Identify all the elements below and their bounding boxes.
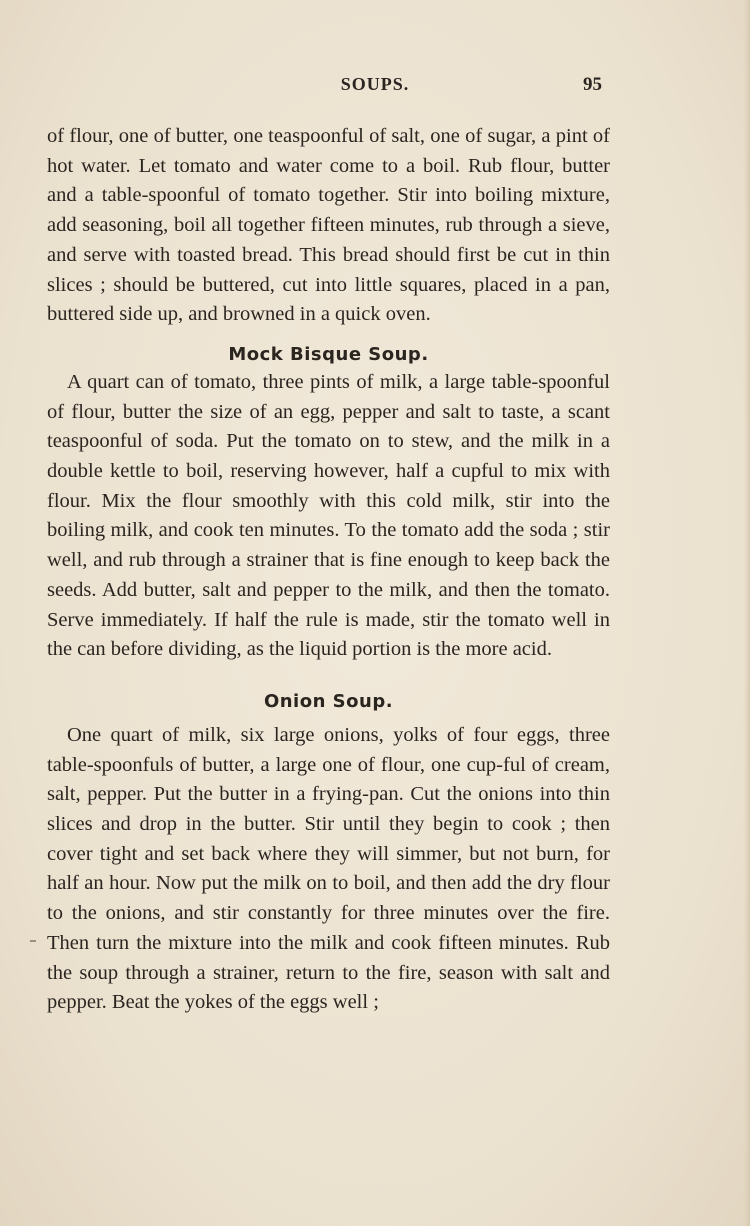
margin-mark	[30, 940, 36, 942]
body-text	[47, 122, 610, 1018]
paragraph-mock-bisque: A quart can of tomato, three pints of milk, a large table-spoonful of flour, butter the size of an egg, pepper and salt to taste, a scant teaspoonful of soda. Put the tomato on to stew, and the milk in a double kettle to boil, reserving however, half a cupful to mix with flour. Mix the flour smoothly with this cold milk, stir into the boiling milk, and cook ten minutes. To the tomato add the soda ; stir well, and rub through a strainer that is fine enough to keep back the seeds. Add butter, salt and pepper to the milk, and then the tomato. Serve immediately. If half the rule is made, stir the tomato well in the can before dividing, as the liquid portion is the more acid.	[47, 370, 610, 661]
paragraph-continued: of flour, one of butter, one teaspoonful of salt, one of sugar, a pint of hot water. Let tomato and water come to a boil. Rub flour, butter and a table-spoonful of tomato together. Stir into boiling mixture, add seasoning, boil all together fifteen minutes, rub through a sieve, and serve with toasted bread. This bread should first be cut in thin slices ; should be buttered, cut into little squares, placed in a pan, buttered side up, and browned in a quick oven.	[47, 125, 610, 326]
paragraph-onion-soup: One quart of milk, six large onions, yolks of four eggs, three table-spoonfuls of butter, a large one of flour, one cup-ful of cream, salt, pepper. Put the butter in a frying-pan. Cut the onions into thin slices and drop in the butter. Stir until they begin to cook ; then cover tight and set back where they will simmer, but not burn, for half an hour. Now put the milk on to boil, and then add the dry flour to the onions, and stir constantly for three minutes over the fire. Then turn the mixture into the milk and cook fifteen minutes. Rub the soup through a strainer, return to the fire, season with salt and pepper. Beat the yokes of the eggs well ;	[47, 723, 610, 1014]
running-head	[0, 74, 750, 100]
running-title: SOUPS.	[340, 74, 410, 94]
recipe-heading-mock-bisque: Mock Bisque Soup.	[228, 343, 429, 365]
page-number: 95	[583, 74, 602, 95]
recipe-heading-onion-soup: Onion Soup.	[263, 690, 394, 712]
page-edge-shadow	[744, 0, 750, 1226]
